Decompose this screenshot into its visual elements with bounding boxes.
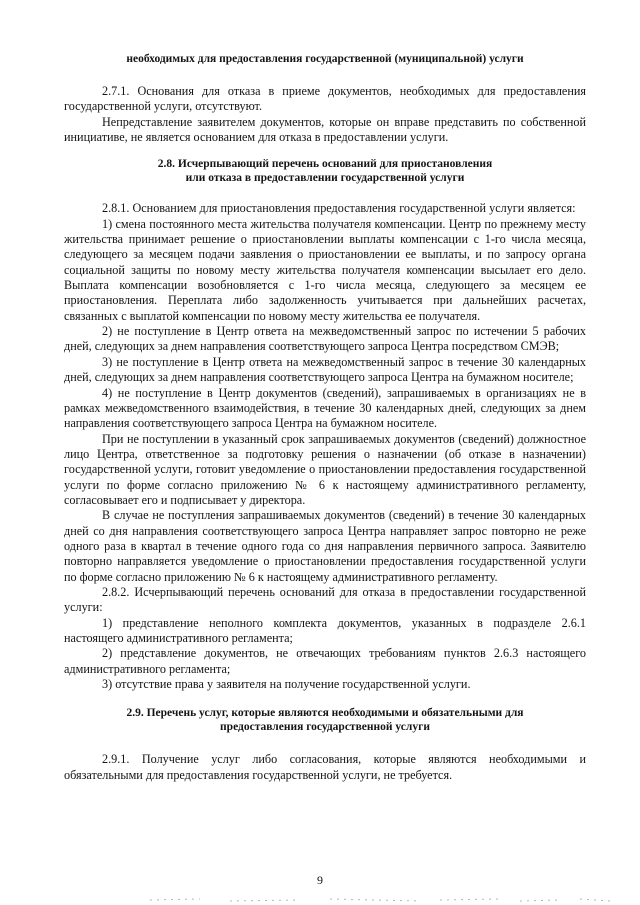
heading-2-8: [64, 157, 586, 185]
scan-edge-artifact: [0, 891, 640, 905]
page-body: [64, 52, 586, 783]
heading-2-8-line1: 2.8. Исчерпывающий перечень оснований для приостановления: [157, 158, 493, 171]
heading-2-9-line1: 2.9. Перечень услуг, которые являются необходимыми и обязательными для: [126, 707, 524, 720]
paragraph-2-7-1: 2.7.1. Основания для отказа в приеме документов, необходимых для предоставления государственной услуги, отсутствуют.: [64, 84, 586, 114]
list-item-2-8-1-2: 2) не поступление в Центр ответа на межведомственный запрос по истечении 5 рабочих дней, следующих за днем направления соответствующего запроса Центра посредством СМЭВ;: [64, 324, 586, 354]
paragraph-2-9-1: 2.9.1. Получение услуг либо согласования, которые являются необходимыми и обязательными для предоставления государственной услуги, не требуется.: [64, 752, 586, 782]
list-item-2-8-2-2: 2) представление документов, не отвечающих требованиям пунктов 2.6.3 настоящего административного регламента;: [64, 646, 586, 676]
paragraph-2-8-2: 2.8.2. Исчерпывающий перечень оснований для отказа в предоставлении государственной услуги:: [64, 584, 586, 615]
list-item-2-8-1-4: 4) не поступление в Центр документов (сведений), запрашиваемых в организациях не в рамках межведомственного взаимодействия, в течение 30 календарных дней, следующих за днем направления соответствующего запроса Центра на бумажном носителе.: [64, 385, 586, 431]
page-number: 9: [317, 873, 323, 887]
heading-2-9-line2: предоставления государственной услуги: [220, 721, 430, 734]
paragraph-2-8-1: 2.8.1. Основанием для приостановления предоставления государственной услуги является:: [102, 201, 576, 216]
paragraph-2-7-1-note: Непредставление заявителем документов, которые он вправе представить по собственной инициативе, не является основанием для отказа в предоставлении услуги.: [64, 114, 586, 145]
list-item-2-8-2-1: 1) представление неполного комплекта документов, указанных в подразделе 2.6.1 настоящего административного регламента;: [64, 615, 586, 645]
section-header-continuation: необходимых для предоставления государственной (муниципальной) услуги: [126, 53, 524, 65]
list-item-2-8-1-1: 1) смена постоянного места жительства получателя компенсации. Центр по прежнему месту жительства принимает решение о приостановлении выплаты компенсации с 1-го числа месяца, следующего за месяцем подачи заявления о приостановлении ее выплаты, и по запросу органа социальной защиты по новому месту жительства получателя компенсации высылает его дело. Выплата компенсации возобновляется с 1-го числа месяца, следующего за месяцем ее приостановления. Переплата либо задолженность учитывается при дальнейших расчетах, связанных с выплатой компенсации по новому месту жительства ее получателя.: [64, 216, 586, 323]
list-item-2-8-1-3: 3) не поступление в Центр ответа на межведомственный запрос в течение 30 календарных дней, следующих за днем направления соответствующего запроса Центра на бумажном носителе;: [64, 354, 586, 385]
list-item-2-8-2-3: 3) отсутствие права у заявителя на получение государственной услуги.: [102, 677, 471, 692]
paragraph-repeat-request: В случае не поступления запрашиваемых документов (сведений) в течение 30 календарных дней со дня направления соответствующего запроса Центра направляет запрос повторно не реже одного раза в квартал в течение одного года со дня направления первичного запроса. Заявителю повторно направляется уведомление о приостановлении предоставления государственной услуги по форме согласно приложению № 6 к настоящему административного регламенту.: [64, 508, 586, 584]
paragraph-non-receipt: При не поступлении в указанный срок запрашиваемых документов (сведений) должностное лицо Центра, ответственное за подготовку решения о назначении (об отказе в назначении) государственной услуги, готовит уведомление о приостановлении предоставления государственной услуги по форме согласно приложению № 6 к настоящему административного регламенту, согласовывает его и подписывает у директора.: [64, 431, 586, 507]
heading-2-9: [64, 706, 586, 734]
heading-2-8-line2: или отказа в предоставлении государственной услуги: [185, 172, 465, 185]
